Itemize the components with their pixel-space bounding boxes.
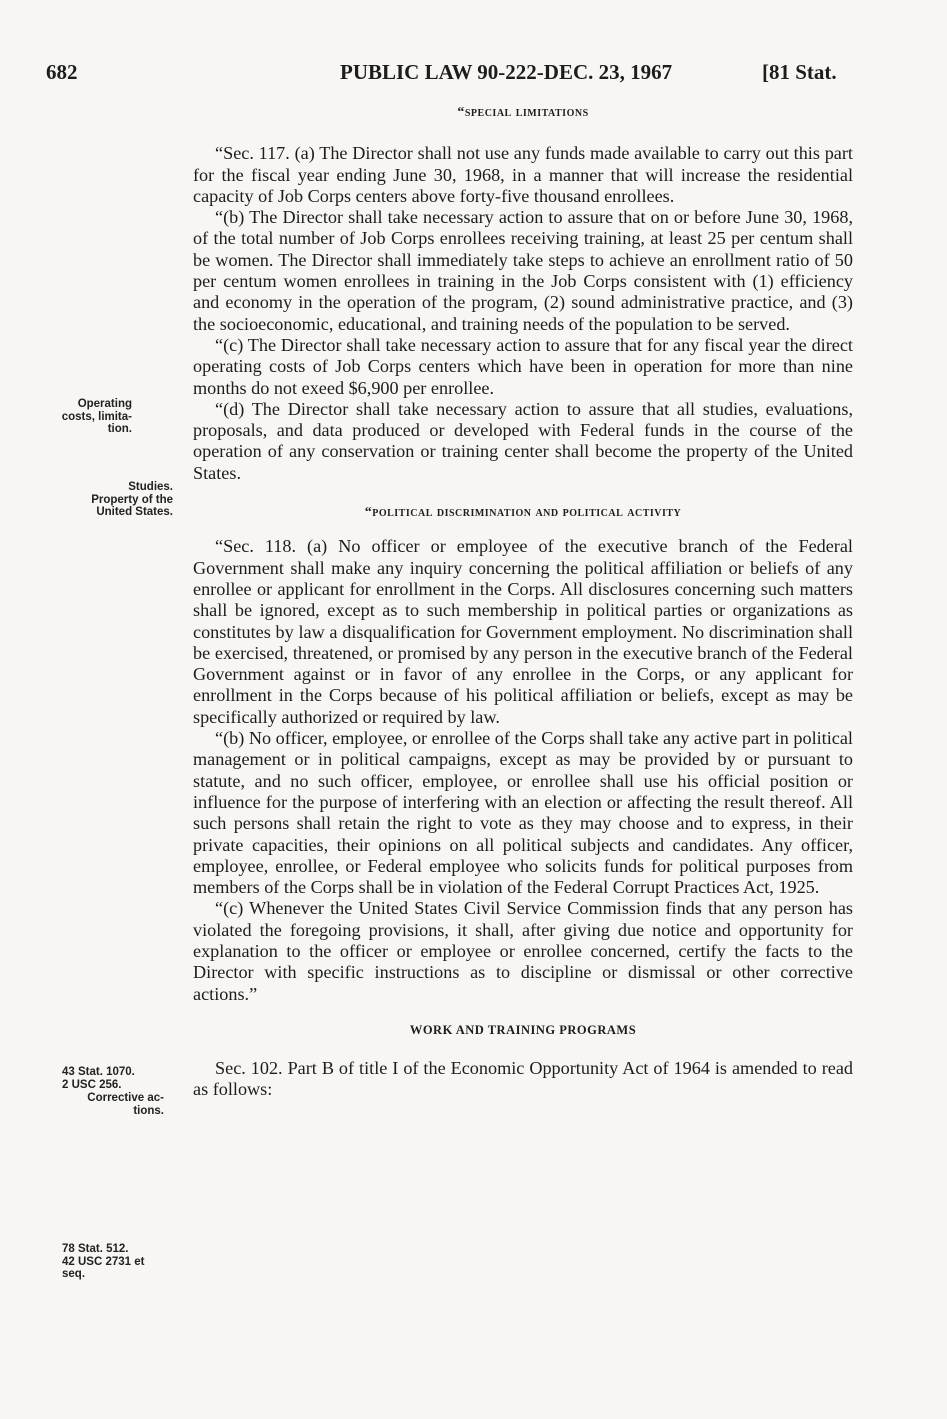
section-102: Sec. 102. Part B of title I of the Economic Opportunity Act of 1964 is amended to read as follows: — [193, 1058, 853, 1100]
heading-special-limitations: “special limitations — [457, 105, 589, 120]
heading-work-training-programs: WORK AND TRAINING PROGRAMS — [409, 1022, 637, 1037]
margin-note-operating-costs: Operating costs, limita- tion. — [61, 398, 132, 435]
margin-note-corrective-actions: Corrective ac- tions. — [87, 1092, 164, 1117]
margin-note-stat-1070: 43 Stat. 1070. 2 USC 256. — [62, 1066, 135, 1091]
running-header — [0, 60, 947, 90]
margin-note-stat-512: 78 Stat. 512. 42 USC 2731 et seq. — [62, 1243, 145, 1280]
section-117-d: “(d) The Director shall take necessary action to assure that all studies, evaluations, proposals, and data produced or developed with Federal funds in the course of the operation of any conservation or training center shall become the property of the United States. — [193, 398, 853, 483]
section-118-c: “(c) Whenever the United States Civil Service Commission finds that any person has violated the foregoing provisions, it shall, after giving due notice and opportunity for explanation to the officer or employee or enrollee concerned, certify the facts to the Director with specific instructions as to discipline or dismissal or other corrective actions.” — [193, 898, 853, 1004]
law-title: PUBLIC LAW 90-222-DEC. 23, 1967 — [340, 60, 673, 84]
section-118-b: “(b) No officer, employee, or enrollee of the Corps shall take any active part in political management or in political campaigns, except as may be provided by or pursuant to statute, and no such officer, employee, or enrollee shall use his official position or influence for the purpose of interfering with an election or affecting the result thereof. All such persons shall retain the right to vote as they may choose and to express, in their private capacities, their opinions on all political subjects and candidates. Any officer, employee, enrollee, or Federal employee who solicits funds for political purposes from members of the Corps shall be in violation of the Federal Corrupt Practices Act, 1925. — [193, 728, 853, 898]
page-number: 682 — [46, 60, 78, 84]
statute-body — [193, 100, 853, 1101]
statute-volume: [81 Stat. — [762, 60, 837, 84]
section-118-a: “Sec. 118. (a) No officer or employee of the executive branch of the Federal Government shall make any inquiry concerning the political affiliation or beliefs of any enrollee or applicant for enrollment in the Corps. All disclosures concerning such matters shall be ignored, except as to such membership in political parties or organizations as constitutes by law a disqualification for Government employment. No discrimination shall be exercised, threatened, or promised by any person in the executive branch of the Federal Government against or in favor of any enrollee in the Corps, or any applicant for enrollment in the Corps because of his political affiliation or beliefs, except as may be specifically authorized or required by law. — [193, 536, 853, 727]
section-117-a: “Sec. 117. (a) The Director shall not use any funds made available to carry out this part for the fiscal year ending June 30, 1968, in a manner that will increase the residential capacity of Job Corps centers above forty-five thousand enrollees. — [193, 143, 853, 206]
heading-political-discrimination: “political discrimination and political activity — [364, 505, 682, 521]
section-117-c: “(c) The Director shall take necessary action to assure that for any fiscal year the direct operating costs of Job Corps centers which have been in operation for more than nine months do not exeed $6,900 per enrollee. — [193, 334, 853, 398]
margin-note-studies: Studies. Property of the United States. — [91, 481, 173, 518]
section-117-b: “(b) The Director shall take necessary action to assure that on or before June 30, 1968, of the total number of Job Corps enrollees receiving training, at least 25 per centum shall be women. The Director shall immediately take steps to achieve an enrollment ratio of 50 per centum women enrollees in training in the Job Corps consistent with (1) efficiency and economy in the operation of the program, (2) sound administrative practice, and (3) the socioeconomic, educational, and training needs of the population to be served. — [193, 207, 853, 334]
